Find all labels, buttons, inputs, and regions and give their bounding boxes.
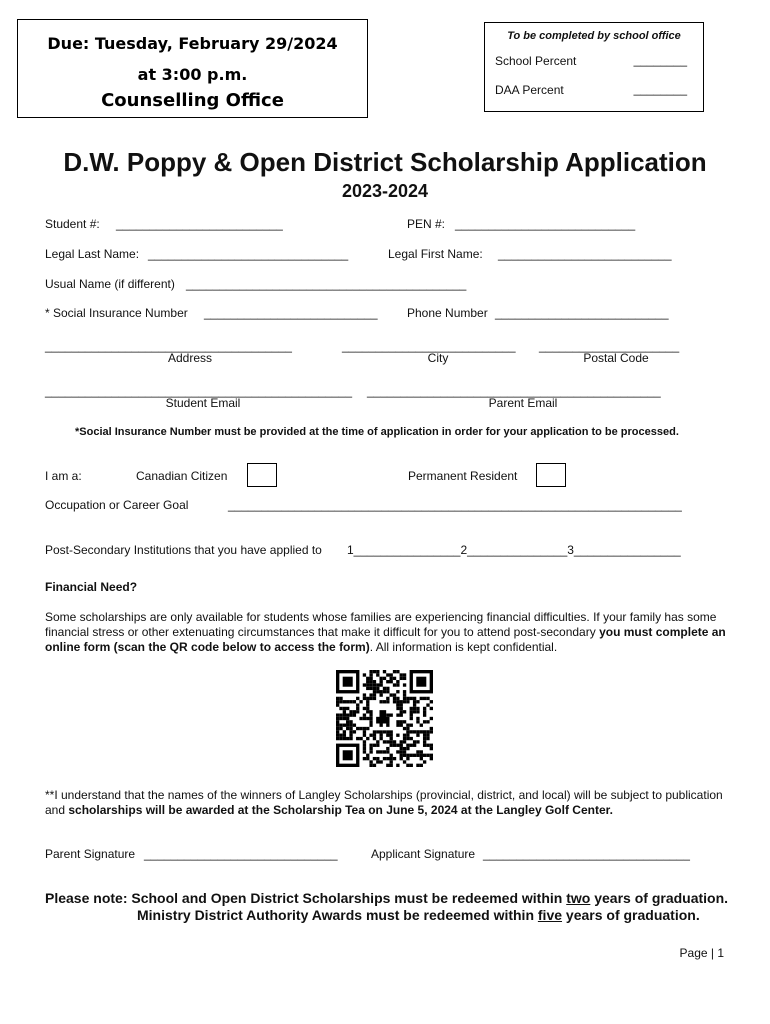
status-label: I am a: <box>45 469 82 483</box>
financial-text-2: . All information is kept confidential. <box>369 640 558 654</box>
financial-need-heading: Financial Need? <box>45 580 138 594</box>
sin-notice: *Social Insurance Number must be provided at the time of application in order for your application to be processed. <box>75 426 679 438</box>
institutions-fields[interactable]: 1________________2_______________3________________ <box>347 543 681 557</box>
sin-label: * Social Insurance Number <box>45 306 188 320</box>
pen-field[interactable]: ___________________________ <box>455 217 636 231</box>
note-1-end: years of graduation. <box>590 890 729 906</box>
occupation-label: Occupation or Career Goal <box>45 498 189 512</box>
permanent-resident-label: Permanent Resident <box>408 469 518 483</box>
student-number-field[interactable]: _________________________ <box>116 217 283 231</box>
school-year: 2023-2024 <box>341 181 429 201</box>
parent-signature-field[interactable]: _____________________________ <box>144 847 338 861</box>
daa-percent-field[interactable]: ________ <box>633 82 687 96</box>
financial-text-1: Some scholarships are only available for students whose families are experiencing financial difficulties. If your family has some financial stress or other extenuating circumstances that make it difficult for you to attend post-secondary <box>45 610 717 639</box>
redeem-note-2 <box>137 907 700 923</box>
page-number: Page | 1 <box>679 946 724 960</box>
daa-percent-label: DAA Percent <box>495 83 564 97</box>
legal-last-name-field[interactable]: ______________________________ <box>148 247 349 261</box>
applicant-signature-field[interactable]: _______________________________ <box>483 847 690 861</box>
note-1-text: Please note: School and Open District Scholarships must be redeemed within <box>45 890 567 906</box>
legal-first-name-label: Legal First Name: <box>388 247 483 261</box>
postal-code-caption: Postal Code <box>583 351 649 365</box>
sin-field[interactable]: __________________________ <box>204 306 378 320</box>
note-1-underlined: two <box>566 890 591 906</box>
phone-label: Phone Number <box>407 306 488 320</box>
publication-text: **I understand that the names of the winners of Langley Scholarships (provincial, district, and local) will be subject to publication and <box>45 788 723 817</box>
phone-field[interactable]: __________________________ <box>495 306 669 320</box>
qr-code-icon[interactable] <box>336 670 433 767</box>
address-field[interactable]: _____________________________________ <box>45 339 292 353</box>
canadian-citizen-label: Canadian Citizen <box>136 469 228 483</box>
city-field[interactable]: __________________________ <box>342 339 516 353</box>
parent-email-caption: Parent Email <box>488 396 558 410</box>
postal-code-field[interactable]: _____________________ <box>539 339 680 353</box>
pen-label: PEN #: <box>407 217 446 231</box>
legal-last-name-label: Legal Last Name: <box>45 247 140 261</box>
permanent-resident-checkbox[interactable] <box>536 463 566 487</box>
due-date-box <box>17 19 368 118</box>
usual-name-field[interactable]: __________________________________________ <box>186 277 467 291</box>
student-email-field[interactable]: ______________________________________________ <box>45 384 352 398</box>
usual-name-label: Usual Name (if different) <box>45 277 175 291</box>
canadian-citizen-checkbox[interactable] <box>247 463 277 487</box>
legal-first-name-field[interactable]: __________________________ <box>498 247 672 261</box>
due-location: Counselling Office <box>101 90 284 111</box>
parent-signature-label: Parent Signature <box>45 847 136 861</box>
institutions-label: Post-Secondary Institutions that you have applied to <box>45 543 322 557</box>
city-caption: City <box>427 351 449 365</box>
student-email-caption: Student Email <box>165 396 241 410</box>
note-2-text: Ministry District Authority Awards must be redeemed within <box>137 907 538 923</box>
school-percent-field[interactable]: ________ <box>633 53 687 67</box>
page-title: D.W. Poppy & Open District Scholarship Application <box>63 147 707 177</box>
occupation-field[interactable]: ____________________________________________________________________ <box>228 498 682 512</box>
school-percent-label: School Percent <box>495 54 577 68</box>
publication-notice <box>45 788 735 818</box>
financial-need-text <box>45 610 735 655</box>
redeem-note-1 <box>45 890 728 906</box>
student-number-label: Student #: <box>45 217 100 231</box>
address-caption: Address <box>167 351 213 365</box>
note-2-end: years of graduation. <box>562 907 700 923</box>
due-time: at 3:00 p.m. <box>137 65 248 84</box>
due-date: Due: Tuesday, February 29/2024 <box>47 34 338 53</box>
office-box-title: To be completed by school office <box>507 30 681 42</box>
financial-text-bold: you must complete an online form (scan the QR code below to access the form) <box>45 625 726 654</box>
publication-text-bold: scholarships will be awarded at the Scholarship Tea on June 5, 2024 at the Langley Golf Center. <box>68 803 613 817</box>
note-2-underlined: five <box>537 907 563 923</box>
applicant-signature-label: Applicant Signature <box>371 847 476 861</box>
parent-email-field[interactable]: ____________________________________________ <box>367 384 661 398</box>
school-office-box <box>484 22 704 112</box>
